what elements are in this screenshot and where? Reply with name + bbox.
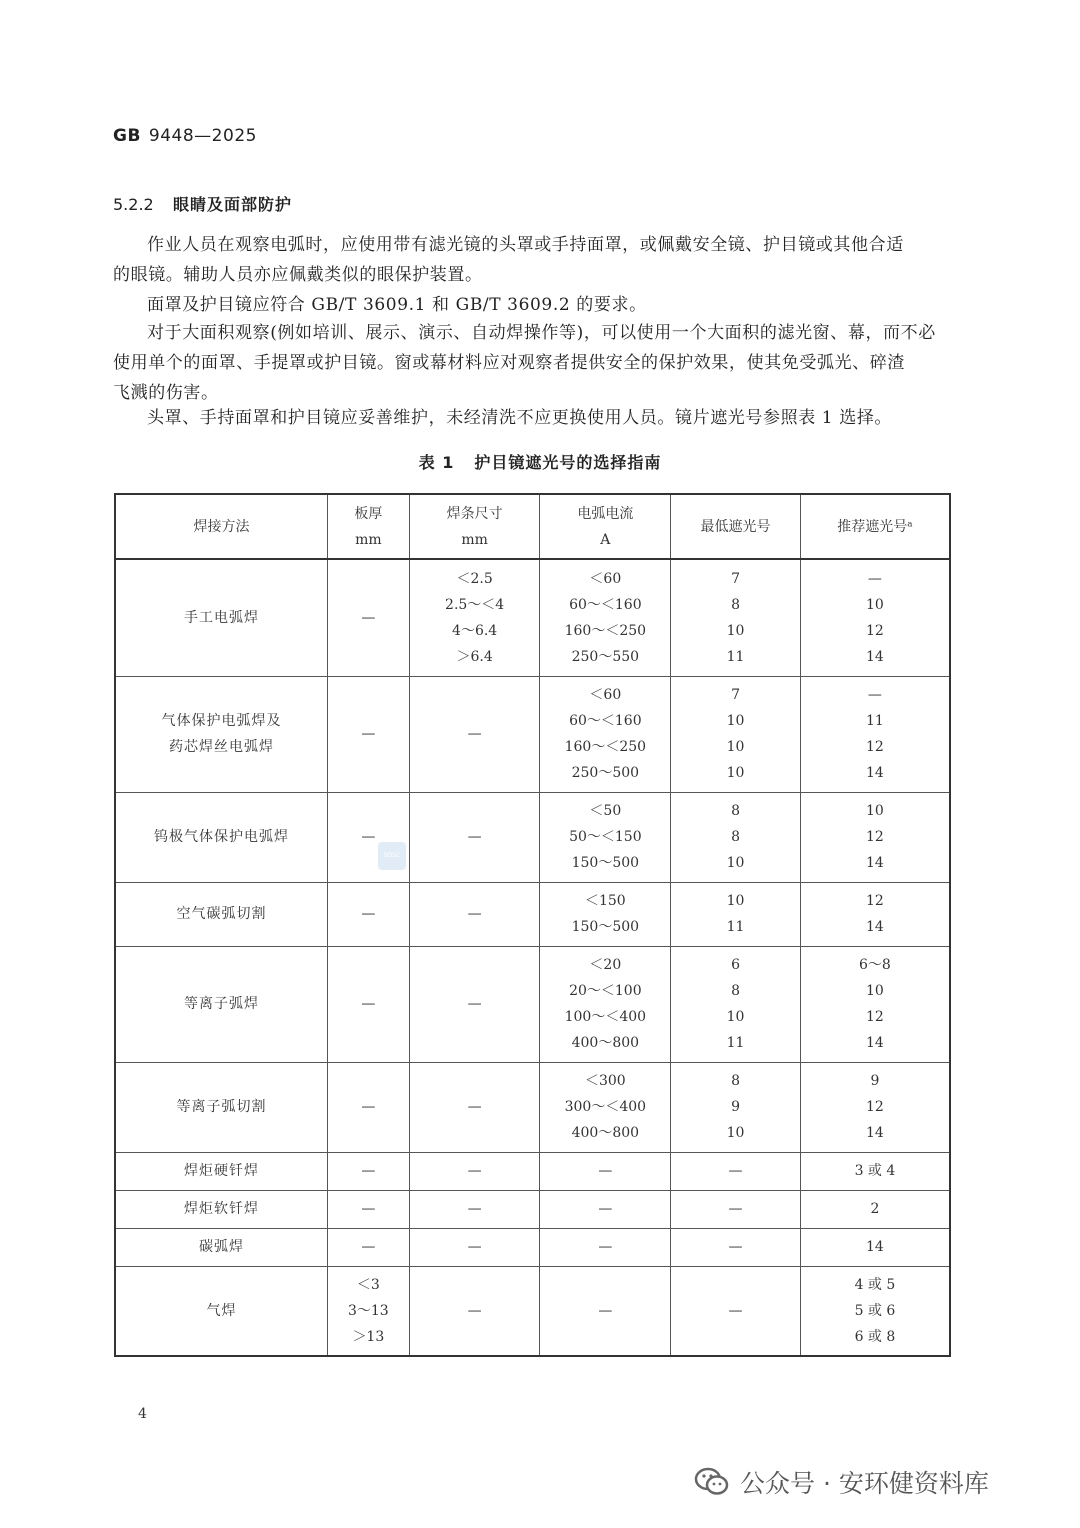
cell-line: 10 [726, 893, 745, 909]
cell-line: 10 [726, 765, 745, 781]
cell-line: — [361, 996, 376, 1012]
cell-line: 20～＜100 [569, 983, 642, 999]
table-row [115, 1152, 950, 1190]
table-cell-current [540, 946, 671, 1062]
table-cell-min-shade [671, 1152, 801, 1190]
table-cell-thickness [327, 1062, 409, 1152]
cell-line: 250～500 [571, 765, 640, 781]
cell-line: 6 [731, 957, 740, 973]
table-row [115, 1228, 950, 1266]
table-row [115, 1062, 950, 1152]
cell-line: ＜3 [356, 1276, 380, 1293]
cell-line: 14 [866, 1239, 884, 1255]
cell-line: 60～＜160 [569, 596, 642, 613]
table-cell-min-shade [671, 1228, 801, 1266]
cell-line: 11 [726, 919, 745, 935]
cell-line: — [467, 1099, 482, 1115]
table-cell-min-shade [671, 1190, 801, 1228]
cell-line: 钨极气体保护电弧焊 [153, 829, 289, 845]
cell-line: 12 [866, 622, 884, 639]
section-heading [113, 192, 292, 215]
cell-line: 6 或 8 [854, 1328, 896, 1345]
cell-line: 气体保护电弧焊及 [161, 713, 282, 729]
table-row [115, 559, 950, 676]
paragraph-line: 作业人员在观察电弧时，应使用带有滤光镜的头罩或手持面罩，或佩戴安全镜、护目镜或其他合适 [147, 235, 904, 255]
table-cell-electrode [409, 1266, 540, 1356]
table-row [115, 882, 950, 946]
header-label: 最低遮光号 [700, 518, 771, 535]
cell-line: 11 [866, 713, 884, 729]
cell-line: ＜2.5 [456, 570, 493, 587]
table-cell-rec-shade [800, 1228, 950, 1266]
cell-line: 10 [726, 1125, 745, 1141]
paragraph-line: 使用单个的面罩、手提罩或护目镜。窗或幕材料应对观察者提供安全的保护效果，使其免受弧光、碎渣 [113, 353, 905, 373]
table-cell-electrode [409, 676, 540, 792]
table-header-cell [800, 494, 950, 559]
cell-line: — [361, 1239, 376, 1255]
table-cell-method [115, 676, 327, 792]
cell-line: 等离子弧焊 [183, 996, 259, 1012]
cell-line: 150～500 [571, 855, 640, 871]
table-cell-thickness [327, 1266, 409, 1356]
table-cell-min-shade [671, 559, 801, 676]
table-cell-rec-shade [800, 559, 950, 676]
cell-line: 10 [726, 855, 745, 871]
table-cell-current [540, 1190, 671, 1228]
table-cell-electrode [409, 1190, 540, 1228]
table-cell-min-shade [671, 1266, 801, 1356]
cell-line: 11 [726, 1035, 745, 1051]
cell-line: 14 [866, 648, 884, 665]
cell-line: 9 [731, 1099, 740, 1115]
cell-line: 碳弧焊 [198, 1239, 244, 1255]
table-cell-min-shade [671, 882, 801, 946]
cell-line: 4～6.4 [452, 622, 498, 639]
table-cell-electrode [409, 1152, 540, 1190]
cell-line: — [361, 1163, 376, 1179]
table-cell-method [115, 792, 327, 882]
table-caption [0, 450, 1080, 473]
table-cell-current [540, 676, 671, 792]
table-cell-thickness [327, 1228, 409, 1266]
cell-line: 10 [866, 983, 884, 999]
cell-line: — [598, 1201, 613, 1217]
cell-line: — [467, 1201, 482, 1217]
cell-line: 10 [866, 803, 884, 819]
paragraph-3 [113, 318, 953, 408]
table-cell-thickness [327, 882, 409, 946]
standard-code [113, 126, 257, 146]
cell-line: 50～＜150 [569, 829, 642, 845]
section-title: 眼睛及面部防护 [173, 195, 293, 214]
cell-line: 12 [866, 1009, 884, 1025]
cell-line: — [867, 687, 882, 703]
table-cell-rec-shade [800, 1062, 950, 1152]
table-cell-electrode [409, 946, 540, 1062]
cell-line: 400～800 [571, 1125, 640, 1141]
table-cell-current [540, 1266, 671, 1356]
cell-line: 10 [726, 739, 745, 755]
cell-line: 14 [866, 1035, 884, 1051]
cell-line: 10 [726, 1009, 745, 1025]
table-cell-rec-shade [800, 1190, 950, 1228]
table-cell-method [115, 882, 327, 946]
page-number: 4 [138, 1406, 147, 1422]
table-cell-thickness [327, 1152, 409, 1190]
table-cell-rec-shade [800, 1152, 950, 1190]
table-cell-min-shade [671, 676, 801, 792]
table-caption-title: 护目镜遮光号的选择指南 [474, 453, 662, 472]
cell-line: 焊炬硬钎焊 [183, 1163, 259, 1179]
header-label: 电弧电流 [577, 505, 634, 522]
standard-prefix: GB [113, 126, 141, 146]
cell-line: — [361, 1099, 376, 1115]
cell-line: — [728, 1201, 743, 1217]
paragraph-1 [113, 230, 953, 290]
table-cell-min-shade [671, 1062, 801, 1152]
cell-line: ＜50 [589, 803, 622, 819]
header-unit: A [600, 531, 611, 548]
table-cell-thickness [327, 1190, 409, 1228]
cell-line: 7 [731, 570, 740, 587]
shade-selection-table [114, 493, 951, 1357]
table-cell-current [540, 792, 671, 882]
paragraph-line: 对于大面积观察(例如培训、展示、演示、自动焊操作等)，可以使用一个大面积的滤光窗、幕，而不必 [147, 323, 936, 343]
cell-line: 焊炬软钎焊 [183, 1201, 259, 1217]
header-unit: mm [461, 531, 488, 548]
cell-line: 60～＜160 [569, 713, 642, 729]
table-cell-current [540, 559, 671, 676]
paragraph-line: 头罩、手持面罩和护目镜应妥善维护，未经清洗不应更换使用人员。镜片遮光号参照表 1 选择。 [147, 408, 893, 428]
table-cell-rec-shade [800, 946, 950, 1062]
table-cell-method [115, 1190, 327, 1228]
table-cell-min-shade [671, 792, 801, 882]
cell-line: 14 [866, 919, 884, 935]
cell-line: 手工电弧焊 [183, 609, 259, 626]
cell-line: — [467, 829, 482, 845]
table-cell-current [540, 1228, 671, 1266]
table-row [115, 946, 950, 1062]
cell-line: — [467, 996, 482, 1012]
table-row [115, 676, 950, 792]
table-cell-method [115, 1062, 327, 1152]
cell-line: 8 [731, 803, 740, 819]
cell-line: 10 [726, 713, 745, 729]
cell-line: ＜20 [589, 957, 622, 973]
table-cell-current [540, 1062, 671, 1152]
table-cell-method [115, 559, 327, 676]
watermark-stamp-icon: SOSC [378, 842, 406, 870]
cell-line: 10 [726, 622, 745, 639]
table-cell-electrode [409, 1228, 540, 1266]
cell-line: 8 [731, 829, 740, 845]
cell-line: 300～＜400 [564, 1099, 647, 1115]
cell-line: — [467, 726, 482, 742]
standard-number: 9448—2025 [148, 126, 257, 146]
cell-line: — [361, 829, 376, 845]
cell-line: ＜60 [589, 570, 622, 587]
table-caption-label: 表 1 [418, 453, 455, 472]
cell-line: — [467, 1302, 482, 1319]
cell-line: — [467, 1163, 482, 1179]
table-cell-rec-shade [800, 882, 950, 946]
table-cell-method [115, 946, 327, 1062]
cell-line: 14 [866, 855, 884, 871]
cell-line: 400～800 [571, 1035, 640, 1051]
cell-line: 14 [866, 1125, 884, 1141]
cell-line: 气焊 [206, 1302, 237, 1319]
cell-line: — [467, 1239, 482, 1255]
cell-line: 10 [866, 596, 884, 613]
table-cell-current [540, 1152, 671, 1190]
cell-line: — [598, 1239, 613, 1255]
cell-line: 药芯焊丝电弧焊 [168, 739, 274, 755]
cell-line: — [361, 609, 376, 626]
cell-line: ＞6.4 [456, 648, 493, 665]
table-cell-electrode [409, 1062, 540, 1152]
cell-line: 150～500 [571, 919, 640, 935]
header-label: 推荐遮光号ᵃ [837, 518, 913, 535]
table-cell-current [540, 882, 671, 946]
cell-line: 12 [866, 739, 884, 755]
header-unit: mm [355, 531, 382, 548]
cell-line: 3 或 4 [854, 1163, 896, 1179]
cell-line: — [361, 906, 376, 922]
table-row [115, 792, 950, 882]
table-cell-electrode [409, 792, 540, 882]
table-cell-min-shade [671, 946, 801, 1062]
cell-line: ＜150 [584, 893, 626, 909]
cell-line: 8 [731, 596, 740, 613]
table-cell-method [115, 1228, 327, 1266]
table-header-cell [540, 494, 671, 559]
table-cell-thickness [327, 559, 409, 676]
cell-line: — [598, 1302, 613, 1319]
table-cell-rec-shade [800, 792, 950, 882]
paragraph-line: 的眼镜。辅助人员亦应佩戴类似的眼保护装置。 [113, 265, 483, 285]
table-cell-rec-shade [800, 1266, 950, 1356]
cell-line: 3～13 [347, 1302, 389, 1319]
cell-line: — [467, 906, 482, 922]
cell-line: 250～550 [571, 648, 640, 665]
table-header-cell [327, 494, 409, 559]
cell-line: 12 [866, 829, 884, 845]
paragraph-line: 面罩及护目镜应符合 GB/T 3609.1 和 GB/T 3609.2 的要求。 [147, 295, 647, 315]
table-header-cell [409, 494, 540, 559]
table-cell-method [115, 1266, 327, 1356]
cell-line: — [728, 1302, 743, 1319]
cell-line: 5 或 6 [854, 1302, 896, 1319]
cell-line: ＜300 [584, 1073, 626, 1089]
cell-line: 12 [866, 1099, 884, 1115]
table-cell-thickness [327, 676, 409, 792]
table-cell-rec-shade [800, 676, 950, 792]
cell-line: 160～＜250 [564, 622, 647, 639]
cell-line: 等离子弧切割 [176, 1099, 267, 1115]
table-header-cell [115, 494, 327, 559]
cell-line: — [728, 1163, 743, 1179]
table-row [115, 1190, 950, 1228]
watermark-text: 公众号 · 安环健资料库 [740, 1469, 989, 1498]
table-header-row [115, 494, 950, 559]
table-row [115, 1266, 950, 1356]
cell-line: 8 [731, 983, 740, 999]
cell-line: 100～＜400 [564, 1009, 647, 1025]
paragraph-4 [113, 403, 953, 433]
table-cell-method [115, 1152, 327, 1190]
watermark [694, 1464, 989, 1500]
cell-line: 160～＜250 [564, 739, 647, 755]
wechat-icon [694, 1466, 730, 1498]
section-number: 5.2.2 [113, 195, 154, 214]
cell-line: 6～8 [859, 957, 891, 973]
cell-line: 7 [731, 687, 740, 703]
cell-line: — [361, 726, 376, 742]
table-cell-thickness [327, 946, 409, 1062]
cell-line: 11 [726, 648, 745, 665]
cell-line: 12 [866, 893, 884, 909]
header-label: 板厚 [354, 505, 383, 522]
header-label: 焊条尺寸 [446, 505, 503, 522]
cell-line: 4 或 5 [854, 1276, 896, 1293]
cell-line: 空气碳弧切割 [176, 906, 267, 922]
cell-line: 8 [731, 1073, 740, 1089]
paragraph-line: 飞溅的伤害。 [113, 383, 219, 403]
cell-line: — [728, 1239, 743, 1255]
cell-line: 2.5～＜4 [445, 596, 505, 613]
cell-line: — [867, 570, 882, 587]
table-cell-electrode [409, 882, 540, 946]
header-label: 焊接方法 [193, 518, 250, 535]
cell-line: — [598, 1163, 613, 1179]
cell-line: ＞13 [352, 1328, 385, 1345]
table-cell-electrode [409, 559, 540, 676]
cell-line: 9 [870, 1073, 880, 1089]
cell-line: — [361, 1201, 376, 1217]
cell-line: ＜60 [589, 687, 622, 703]
table-header-cell [671, 494, 801, 559]
cell-line: 14 [866, 765, 884, 781]
paragraph-2 [113, 290, 953, 320]
cell-line: 2 [870, 1201, 880, 1217]
